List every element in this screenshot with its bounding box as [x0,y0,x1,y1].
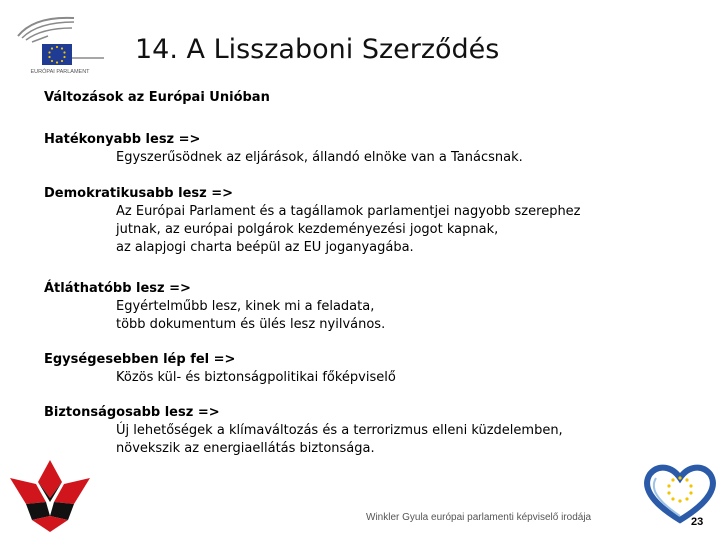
logo-ep-text: EURÓPAI PARLAMENT [30,69,90,75]
section-security [44,404,563,458]
section-line: növekszik az energiaellátás biztonsága. [116,441,375,456]
party-flower-logo-icon [6,458,94,534]
section-efficiency [44,131,523,167]
section-heading: Biztonságosabb lesz => [44,405,220,420]
page-title: 14. A Lisszaboni Szerződés [135,34,500,65]
section-line: jutnak, az európai polgárok kezdeményezési jogot kapnak, [116,222,499,237]
section-transparency [44,280,385,334]
page-subtitle: Változások az Európai Unióban [44,90,270,105]
section-democracy [44,185,581,257]
section-heading: Hatékonyabb lesz => [44,132,201,147]
section-heading: Átláthatóbb lesz => [44,281,191,296]
section-unity [44,351,396,387]
section-line: az alapjogi charta beépül az EU joganyagába. [116,240,414,255]
section-line: Új lehetőségek a klímaváltozás és a terrorizmus elleni küzdelemben, [116,423,563,438]
section-line: Egyszerűsödnek az eljárások, állandó elnöke van a Tanácsnak. [116,150,523,165]
section-line: Egyértelműbb lesz, kinek mi a feladata, [116,299,375,314]
section-line: Közös kül- és biztonságpolitikai főképviselő [116,370,396,385]
footer-text: Winkler Gyula európai parlamenti képviselő irodája [366,512,592,523]
section-heading: Egységesebben lép fel => [44,352,236,367]
page-number: 23 [691,516,704,528]
eu-heart-logo-icon [640,462,718,524]
european-parliament-logo-icon [14,14,109,76]
section-line: Az Európai Parlament és a tagállamok parlamentjei nagyobb szerephez [116,204,581,219]
section-heading: Demokratikusabb lesz => [44,186,234,201]
section-line: több dokumentum és ülés lesz nyilvános. [116,317,386,332]
